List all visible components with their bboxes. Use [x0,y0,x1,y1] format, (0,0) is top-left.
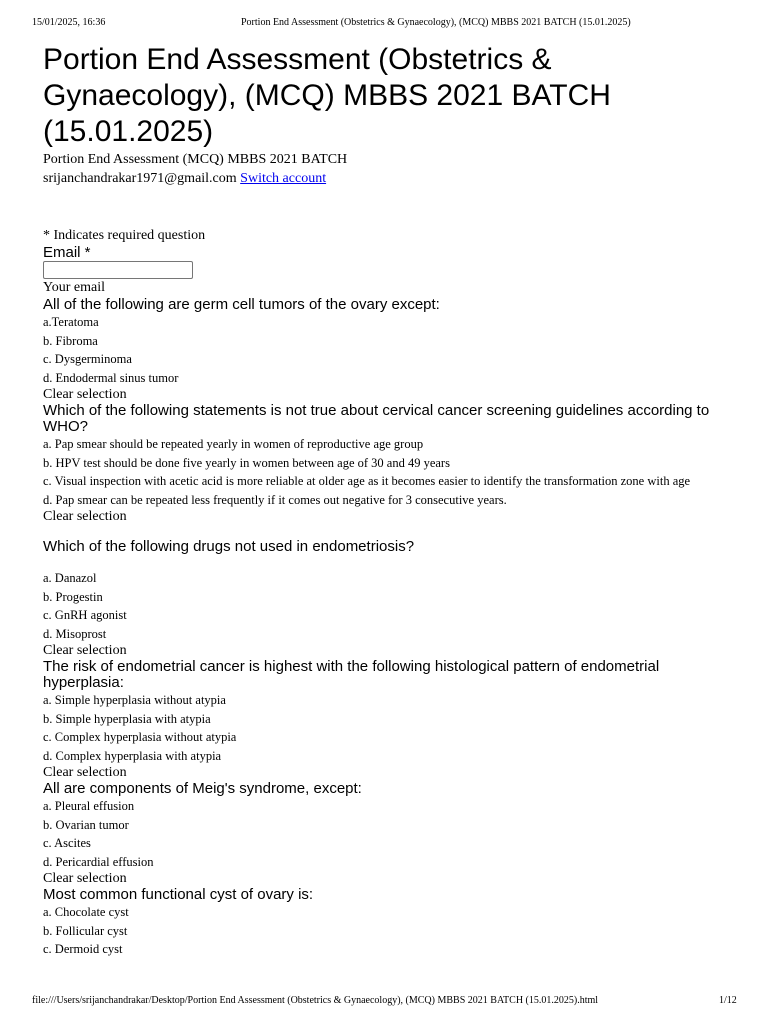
switch-account-link[interactable]: Switch account [240,171,327,186]
option-a[interactable]: a.Teratoma [43,315,99,329]
clear-selection-button[interactable]: Clear selection [43,509,127,524]
clear-selection-button[interactable]: Clear selection [43,871,127,886]
question-4 [43,659,733,781]
question-text: Most common functional cyst of ovary is: [43,886,314,903]
account-email: srijanchandrakar1971@gmail.com [43,171,237,186]
option-d[interactable]: d. Misoprost [43,626,107,641]
print-footer-path: file:///Users/srijanchandrakar/Desktop/Portion End Assessment (Obstetrics & Gynaecology), (MCQ) MBBS 2021 BATCH (15.01.2025).html [32,995,599,1006]
option-d[interactable]: d. Complex hyperplasia with atypia [43,748,222,763]
option-c[interactable]: c. Dysgerminoma [43,352,132,366]
option-d[interactable]: d. Pericardial effusion [43,854,154,869]
option-b[interactable]: b. Progestin [43,589,103,604]
clear-selection-button[interactable]: Clear selection [43,765,127,780]
option-d[interactable]: d. Endodermal sinus tumor [43,370,179,385]
email-label: Email * [43,244,91,261]
required-note: * Indicates required question [43,228,206,243]
question-text: All are components of Meig's syndrome, except: [43,780,362,797]
question-6 [43,887,733,959]
form-description: Portion End Assessment (MCQ) MBBS 2021 BATCH [43,152,348,167]
option-b[interactable]: b. Follicular cyst [43,923,128,938]
question-text: Which of the following drugs not used in endometriosis? [43,538,415,555]
question-5 [43,781,733,887]
option-a[interactable]: a. Pleural effusion [43,799,135,813]
question-text: Which of the following statements is not true about cervical cancer screening guidelines according to WHO? [43,402,710,435]
option-c[interactable]: c. Visual inspection with acetic acid is more reliable at older age as it becomes easier to identify the transformation zone with age [43,474,691,488]
email-hint: Your email [43,280,105,295]
option-a[interactable]: a. Pap smear should be repeated yearly in women of reproductive age group [43,437,424,451]
option-c[interactable]: c. Dermoid cyst [43,942,123,956]
print-footer-page-number: 1/12 [719,995,737,1006]
form-title: Portion End Assessment (Obstetrics & Gynaecology), (MCQ) MBBS 2021 BATCH (15.01.2025) [43,43,611,148]
clear-selection-button[interactable]: Clear selection [43,643,127,658]
print-header-datetime: 15/01/2025, 16:36 [32,17,106,28]
option-a[interactable]: a. Simple hyperplasia without atypia [43,693,226,707]
option-c[interactable]: c. Ascites [43,836,91,850]
clear-selection-button[interactable]: Clear selection [43,387,127,402]
question-3 [43,539,733,659]
question-1 [43,297,733,403]
email-input[interactable] [43,261,193,279]
option-a[interactable]: a. Chocolate cyst [43,905,129,919]
option-c[interactable]: c. GnRH agonist [43,608,127,622]
question-2 [43,403,733,525]
print-header-title: Portion End Assessment (Obstetrics & Gynaecology), (MCQ) MBBS 2021 BATCH (15.01.2025) [241,17,631,28]
option-d[interactable]: d. Pap smear can be repeated less frequently if it comes out negative for 3 consecutive years. [43,492,507,507]
option-c[interactable]: c. Complex hyperplasia without atypia [43,730,237,744]
option-b[interactable]: b. Ovarian tumor [43,817,129,832]
question-text: The risk of endometrial cancer is highest with the following histological pattern of endometrial hyperplasia: [43,658,660,691]
option-a[interactable]: a. Danazol [43,571,97,585]
account-line [43,169,733,188]
form-content [43,42,733,959]
option-b[interactable]: b. Fibroma [43,333,98,348]
question-text: All of the following are germ cell tumors of the ovary except: [43,296,440,313]
option-b[interactable]: b. Simple hyperplasia with atypia [43,711,211,726]
option-b[interactable]: b. HPV test should be done five yearly in women between age of 30 and 49 years [43,455,450,470]
